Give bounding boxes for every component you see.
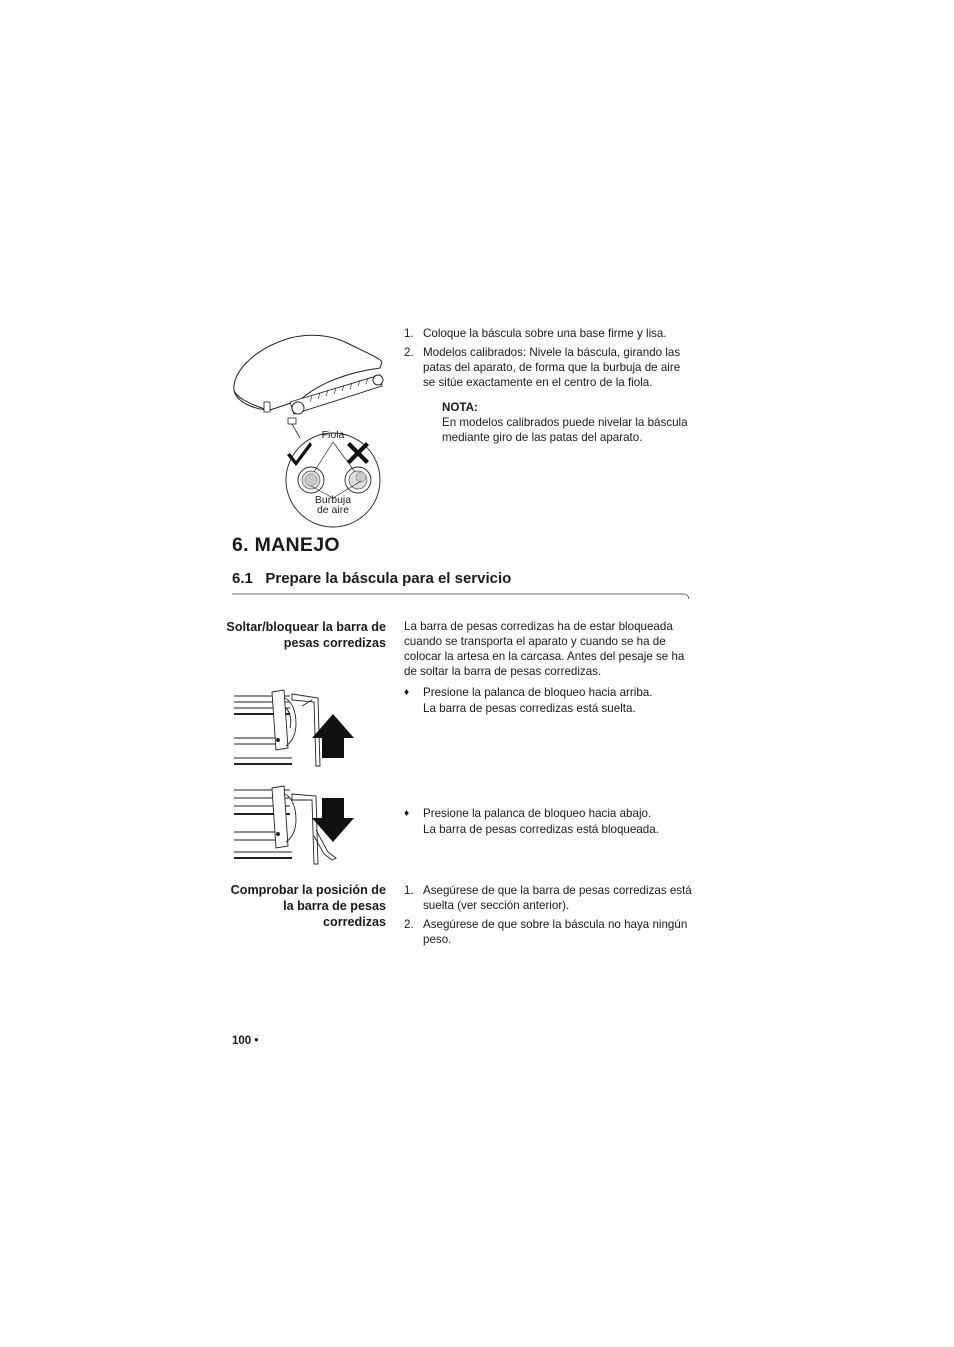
lever-up-figure: [232, 688, 362, 770]
bullet-lever-up: ♦ Presione la palanca de bloqueo hacia arriba. La barra de pesas corredizas está suelta.: [404, 686, 653, 715]
page-number: 100 •: [232, 1035, 259, 1047]
note-title: NOTA:: [442, 401, 478, 414]
block2-heading: Comprobar la posición de la barra de pesas corredizas: [230, 883, 386, 929]
list-item: 2. Modelos calibrados: Nivele la báscula, girando las patas del aparato, de forma que la burbuja de aire se sitúe exactamente en el centro de la fiola.: [404, 346, 681, 389]
scale-level-figure: [230, 330, 390, 520]
diamond-bullet-icon: ♦: [404, 808, 410, 819]
diamond-bullet-icon: ♦: [404, 687, 410, 698]
list-item: 1. Asegúrese de que la barra de pesas corredizas está suelta (ver sección anterior).: [404, 884, 692, 912]
bubble-label-1: Burbuja: [314, 494, 352, 506]
section-title: 6.1 Prepare la báscula para el servicio: [232, 570, 512, 587]
note-text: En modelos calibrados puede nivelar la báscula mediante giro de las patas del aparato.: [442, 416, 688, 444]
list-item: 2. Asegúrese de que sobre la báscula no haya ningún peso.: [404, 918, 688, 946]
block1-heading: Soltar/bloquear la barra de pesas corredizas: [226, 620, 386, 650]
block2-steps: [404, 883, 694, 951]
block1-paragraph: La barra de pesas corredizas ha de estar bloqueada cuando se transporta el aparato y cuando se ha de colocar la artesa en la carcasa. Antes del pesaje se ha de soltar la barra de pesas corredizas.: [404, 620, 685, 678]
chapter-title: 6. MANEJO: [232, 534, 340, 556]
intro-steps: [404, 326, 692, 445]
lever-down-figure: [232, 784, 362, 866]
arrow-down-icon: [312, 798, 354, 842]
bubble-label-2: de aire: [316, 504, 350, 516]
list-item: 1. Coloque la báscula sobre una base firme y lisa.: [404, 327, 667, 340]
note-box: [404, 400, 692, 445]
bullet-lever-down: ♦ Presione la palanca de bloqueo hacia abajo. La barra de pesas corredizas está bloqueada.: [404, 807, 659, 836]
fiola-label: Fiola: [321, 429, 345, 441]
section-rule: [232, 592, 690, 604]
